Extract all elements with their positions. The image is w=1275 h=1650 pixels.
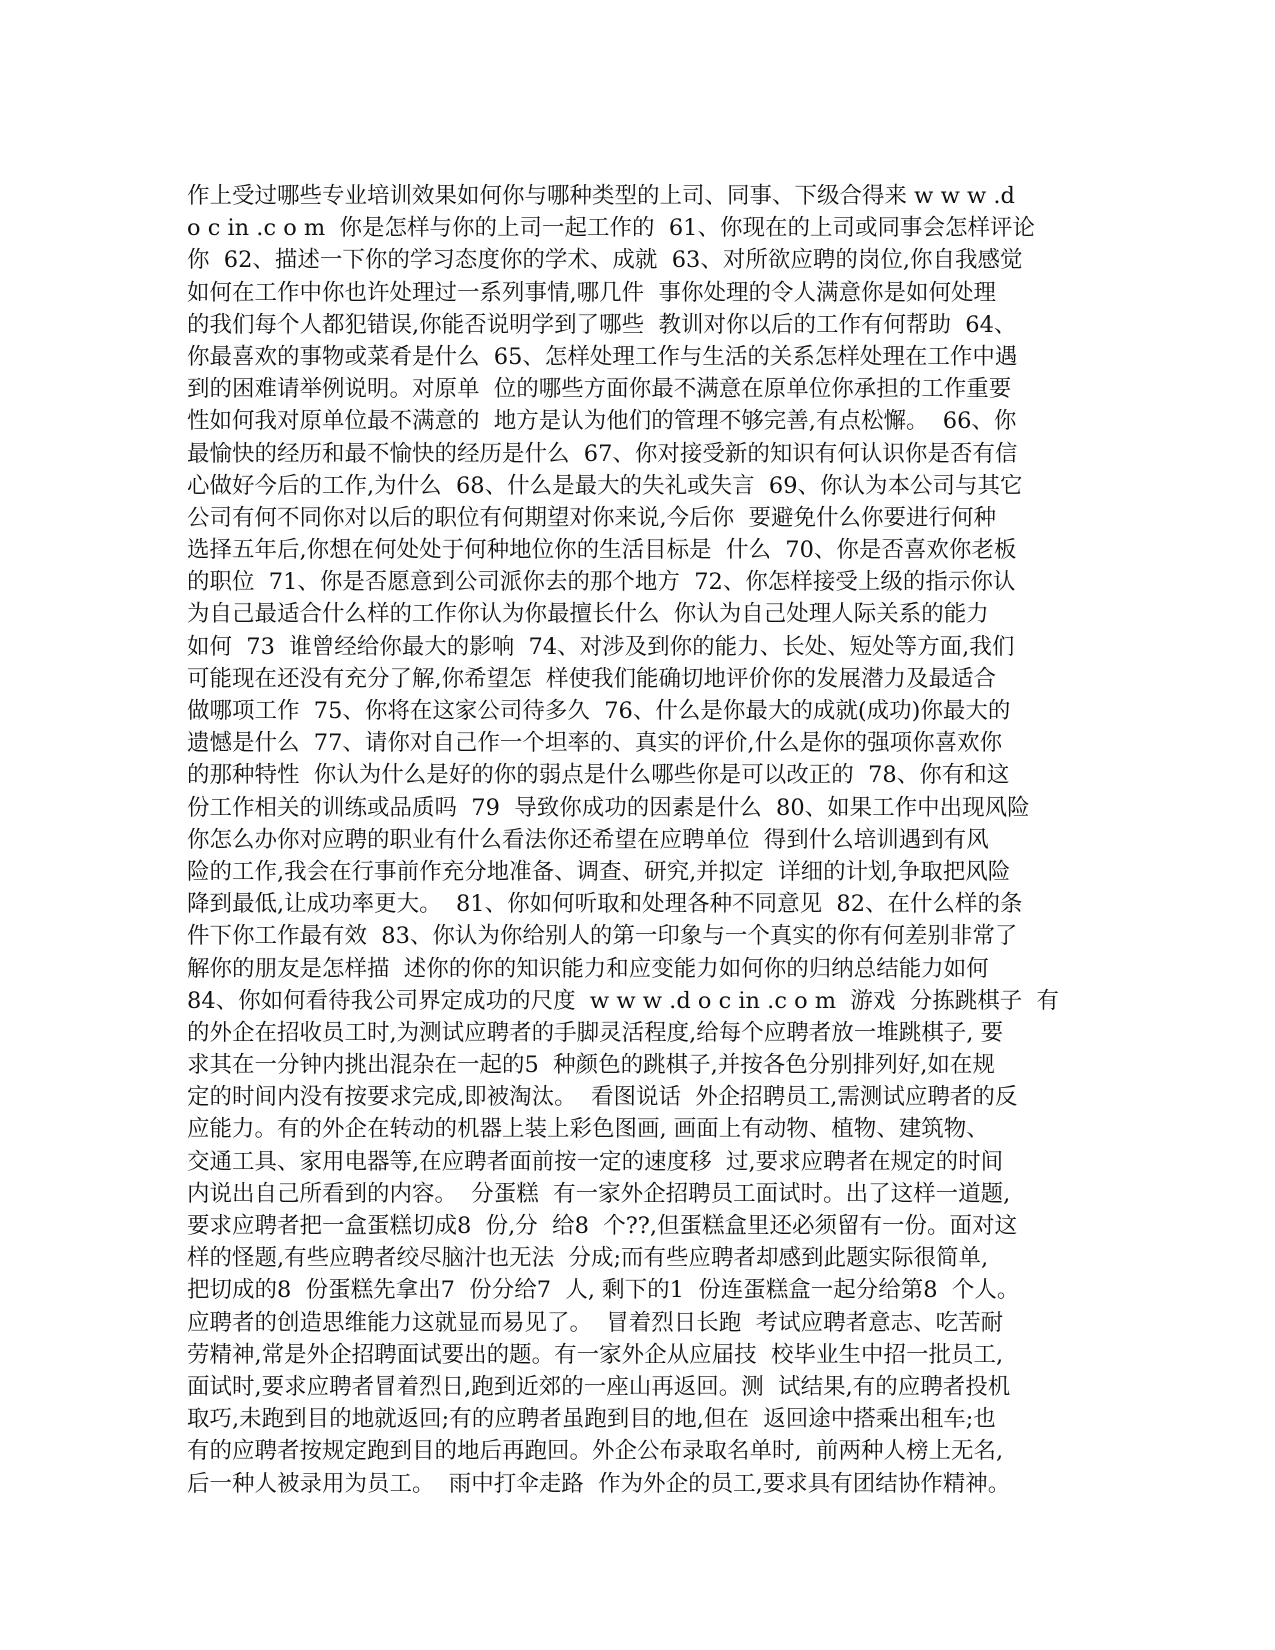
text-line: 面试时,要求应聘者冒着烈日,跑到近郊的一座山再返回。测 试结果,有的应聘者投机 bbox=[187, 1373, 1011, 1400]
text-line: 把切成的8 份蛋糕先拿出7 份分给7 人, 剩下的1 份连蛋糕盒一起分给第8 个人。 bbox=[187, 1277, 1020, 1304]
text-line: 定的时间内没有按要求完成,即被淘汰。 看图说话 外企招聘员工,需测试应聘者的反 bbox=[187, 1084, 1018, 1111]
text-line: 心做好今后的工作,为什么 68、什么是最大的失礼或失言 69、你认为本公司与其它 bbox=[187, 472, 1023, 499]
text-line: 的外企在招收员工时,为测试应聘者的手脚灵活程度,给每个应聘者放一堆跳棋子, 要 bbox=[187, 1019, 1004, 1046]
text-line: 性如何我对原单位最不满意的 地方是认为他们的管理不够完善,有点松懈。 66、你 bbox=[187, 408, 1017, 435]
text-line: 要求应聘者把一盒蛋糕切成8 份,分 给8 个??,但蛋糕盒里还必须留有一份。面对这 bbox=[187, 1213, 1017, 1239]
text-line: 如何 73 谁曾经给你最大的影响 74、对涉及到你的能力、长处、短处等方面,我们 bbox=[187, 633, 1015, 660]
text-line: 作上受过哪些专业培训效果如何你与哪种类型的上司、同事、下级合得来 w w w .d bbox=[187, 183, 1015, 209]
text-line: 公司有何不同你对以后的职位有何期望对你来说,今后你 要避免什么你要进行何种 bbox=[187, 504, 996, 531]
text-line: 选择五年后,你想在何处处于何种地位你的生活目标是 什么 70、你是否喜欢你老板 bbox=[187, 537, 1017, 564]
text-line: 的我们每个人都犯错误,你能否说明学到了哪些 教训对你以后的工作有何帮助 64、 bbox=[187, 311, 1017, 338]
text-line: 为自己最适合什么样的工作你认为你最擅长什么 你认为自己处理人际关系的能力 bbox=[187, 601, 989, 628]
text-line: 做哪项工作 75、你将在这家公司待多久 76、什么是你最大的成就(成功)你最大的 bbox=[187, 698, 1011, 724]
text-line: 险的工作,我会在行事前作充分地准备、调查、研究,并拟定 详细的计划,争取把风险 bbox=[187, 858, 1011, 885]
text-line: 解你的朋友是怎样描 述你的你的知识能力和应变能力如何你的归纳总结能力如何 bbox=[187, 955, 989, 982]
text-line: 取巧,未跑到目的地就返回;有的应聘者虽跑到目的地,但在 返回途中搭乘出租车;也 bbox=[187, 1406, 996, 1433]
text-line: 你怎么办你对应聘的职业有什么看法你还希望在应聘单位 得到什么培训遇到有风 bbox=[187, 826, 989, 853]
text-line: 劳精神,常是外企招聘面试要出的题。有一家外企从应届技 校毕业生中招一批员工, bbox=[187, 1341, 1004, 1368]
text-line: 如何在工作中你也许处理过一系列事情,哪几件 事你处理的令人满意你是如何处理 bbox=[187, 279, 996, 306]
text-line: 求其在一分钟内挑出混杂在一起的5 种颜色的跳棋子,并按各色分别排列好,如在规 bbox=[187, 1052, 995, 1079]
text-line: 降到最低,让成功率更大。 81、你如何听取和处理各种不同意见 82、在什么样的条 bbox=[187, 891, 1023, 918]
text-line: 内说出自己所看到的内容。 分蛋糕 有一家外企招聘员工面试时。出了这样一道题, bbox=[187, 1180, 1011, 1207]
text-line: 84、你如何看待我公司界定成功的尺度 w w w .d o c in .c o m 游戏 分拣跳棋子 有 bbox=[187, 987, 1060, 1014]
text-line: 应聘者的创造思维能力这就显而易见了。 冒着烈日长跑 考试应聘者意志、吃苦耐 bbox=[187, 1309, 1004, 1336]
text-line: o c in .c o m 你是怎样与你的上司一起工作的 61、你现在的上司或同事会怎样评论 bbox=[187, 215, 1035, 242]
text-line: 样的怪题,有些应聘者绞尽脑汁也无法 分成;而有些应聘者却感到此题实际很简单, bbox=[187, 1245, 989, 1272]
body-text bbox=[187, 180, 1087, 1500]
text-line: 的职位 71、你是否愿意到公司派你去的那个地方 72、你怎样接受上级的指示你认 bbox=[187, 569, 1016, 596]
text-line: 遗憾是什么 77、请你对自己作一个坦率的、真实的评价,什么是你的强项你喜欢你 bbox=[187, 730, 1003, 757]
text-line: 最愉快的经历和最不愉快的经历是什么 67、你对接受新的知识有何认识你是否有信 bbox=[187, 440, 1018, 467]
text-line: 件下你工作最有效 83、你认为你给别人的第一印象与一个真实的你有何差别非常了 bbox=[187, 923, 1018, 950]
text-line: 后一种人被录用为员工。 雨中打伞走路 作为外企的员工,要求具有团结协作精神。 bbox=[187, 1470, 1011, 1497]
text-line: 你最喜欢的事物或菜肴是什么 65、怎样处理工作与生活的关系怎样处理在工作中遇 bbox=[187, 343, 1018, 370]
text-line: 的那种特性 你认为什么是好的你的弱点是什么哪些你是可以改正的 78、你有和这 bbox=[187, 762, 1010, 789]
text-line: 你 62、描述一下你的学习态度你的学术、成就 63、对所欲应聘的岗位,你自我感觉 bbox=[187, 247, 1023, 274]
text-line: 可能现在还没有充分了解,你希望怎 样使我们能确切地评价你的发展潜力及最适合 bbox=[187, 665, 996, 692]
text-line: 交通工具、家用电器等,在应聘者面前按一定的速度移 过,要求应聘者在规定的时间 bbox=[187, 1148, 1004, 1175]
text-line: 份工作相关的训练或品质吗 79 导致你成功的因素是什么 80、如果工作中出现风险 bbox=[187, 794, 1030, 821]
text-line: 到的困难请举例说明。对原单 位的哪些方面你最不满意在原单位你承担的工作重要 bbox=[187, 376, 1012, 403]
text-line: 有的应聘者按规定跑到目的地后再跑回。外企公布录取名单时, 前两种人榜上无名, bbox=[187, 1438, 1004, 1465]
text-line: 应能力。有的外企在转动的机器上装上彩色图画, 画面上有动物、植物、建筑物、 bbox=[187, 1116, 989, 1143]
